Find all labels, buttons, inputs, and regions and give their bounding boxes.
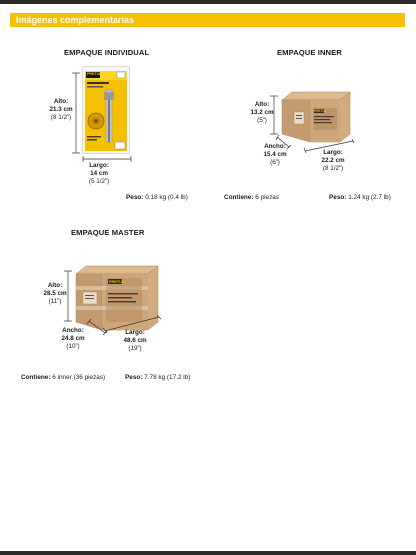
individual-title: EMPAQUE INDIVIDUAL: [64, 48, 150, 57]
master-contents: Contiene: 6 inner (36 piezas): [21, 374, 106, 381]
individual-package-brand: PRETUL: [87, 72, 102, 76]
inner-weight: Peso: 1.24 kg (2.7 lb): [329, 194, 391, 201]
master-box-brand: PRETUL: [109, 280, 125, 284]
master-title: EMPAQUE MASTER: [71, 228, 145, 237]
master-weight: Peso: 7.78 kg (17.2 lb): [125, 374, 191, 381]
inner-box-image: [280, 90, 352, 144]
section-header: Imágenes complementarias: [10, 13, 405, 27]
inner-box-brand: PRETUL: [314, 109, 327, 113]
individual-largo-label: Largo: 14 cm (5 1/2”): [88, 162, 110, 185]
individual-weight: Peso: 0.18 kg (0.4 lb): [126, 194, 188, 201]
inner-largo-label: Largo: 22.2 cm (8 1/2”): [321, 149, 345, 172]
individual-alto-label: Alto: 21.3 cm (8 1/2”): [49, 98, 73, 121]
master-ancho-label: Ancho: 24.8 cm (10”): [61, 327, 85, 350]
inner-alto-label: Alto: 13.2 cm (5”): [250, 101, 274, 124]
inner-contents: Contiene: 6 piezas: [224, 194, 280, 201]
bottom-bar: [0, 551, 416, 555]
inner-title: EMPAQUE INNER: [277, 48, 342, 57]
master-largo-label: Largo: 48.6 cm (19”): [123, 329, 147, 352]
inner-ancho-label: Ancho: 15.4 cm (6”): [263, 143, 287, 166]
individual-package-image: [82, 66, 130, 154]
top-bar: [0, 0, 416, 4]
master-alto-label: Alto: 28.5 cm (11”): [43, 282, 67, 305]
